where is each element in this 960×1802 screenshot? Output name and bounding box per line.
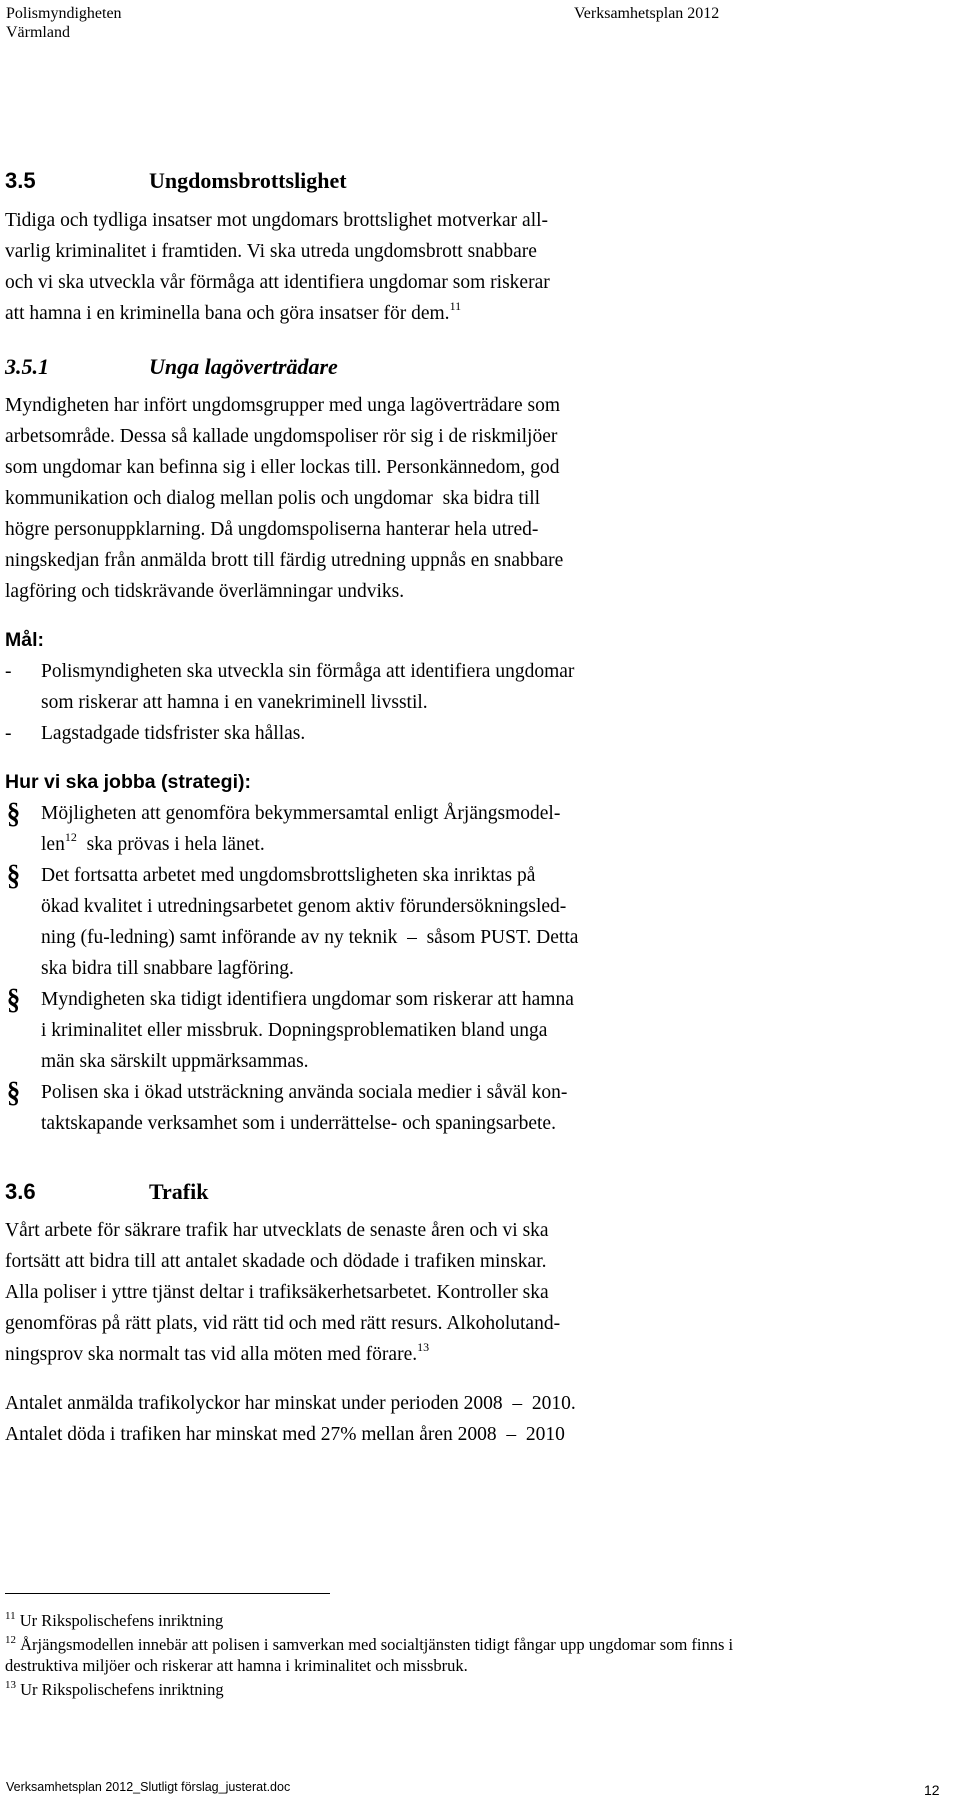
dash-marker: - — [5, 723, 12, 744]
section-3-6-paragraph — [5, 1215, 795, 1370]
footnote-ref-12[interactable]: 12 — [64, 830, 77, 844]
strategy-list — [5, 798, 795, 1139]
text-line: fortsätt att bidra till att antalet skadade och dödade i trafiken minskar. — [5, 1251, 547, 1272]
text-line-content: ningsprov ska normalt tas vid alla möten med förare. — [5, 1344, 418, 1365]
text-line — [41, 829, 560, 860]
strategy-label: Hur vi ska jobba (strategi): — [5, 771, 251, 793]
traffic-stats — [5, 1388, 795, 1450]
text-line: Vårt arbete för säkrare trafik har utvecklats de senaste åren och vi ska — [5, 1220, 549, 1241]
list-item — [5, 984, 795, 1077]
footnote-separator — [5, 1593, 330, 1594]
list-item — [5, 1077, 795, 1139]
text-line: ska bidra till snabbare lagföring. — [41, 958, 294, 979]
footnote-text: Ur Rikspolischefens inriktning — [15, 1611, 224, 1630]
text-line: som riskerar att hamna i en vanekriminell livsstil. — [41, 692, 428, 713]
list-item-text — [41, 984, 574, 1077]
section-3-5-1-paragraph — [5, 390, 795, 607]
stat-line: Antalet anmälda trafikolyckor har minskat under perioden 2008 – 2010. — [5, 1393, 576, 1414]
text-line: arbetsområde. Dessa så kallade ungdomspoliser rör sig i de riskmiljöer — [5, 426, 558, 447]
footnote-ref-13[interactable]: 13 — [417, 1340, 430, 1354]
footnote-11 — [5, 1610, 795, 1631]
text-fragment: len — [41, 834, 65, 855]
list-item — [5, 860, 795, 984]
section-sign-bullet-icon: § — [6, 1076, 21, 1109]
section-number: 3.6 — [5, 1179, 36, 1204]
text-line — [5, 1339, 795, 1370]
footnote-number: 13 — [5, 1679, 16, 1691]
list-item — [5, 656, 795, 718]
text-line: och vi ska utveckla vår förmåga att identifiera ungdomar som riskerar — [5, 272, 550, 293]
section-sign-bullet-icon: § — [6, 983, 21, 1016]
section-sign-bullet-icon: § — [6, 797, 21, 830]
page-content — [5, 168, 795, 1450]
footnotes — [5, 1610, 795, 1703]
text-line: Möjligheten att genomföra bekymmersamtal enligt Årjängsmodel- — [41, 803, 561, 824]
section-number: 3.5.1 — [5, 354, 49, 379]
section-3-6-heading — [5, 1179, 795, 1205]
text-line: Tidiga och tydliga insatser mot ungdomars brottslighet motverkar all- — [5, 210, 549, 231]
list-item-text — [41, 798, 560, 860]
page-footer — [6, 1780, 954, 1800]
footnote-text: Ur Rikspolischefens inriktning — [16, 1680, 224, 1699]
section-sign-bullet-icon: § — [6, 859, 21, 892]
text-line: Det fortsatta arbetet med ungdomsbrottsligheten ska inriktas på — [41, 865, 536, 886]
footnote-number: 12 — [5, 1634, 16, 1646]
text-line: i kriminalitet eller missbruk. Dopningsproblematiken bland unga — [41, 1020, 548, 1041]
text-line: Polisen ska i ökad utsträckning använda sociala medier i såväl kon- — [41, 1082, 568, 1103]
header-org: Polismyndigheten — [6, 5, 122, 22]
footnote-12 — [5, 1634, 795, 1676]
list-item — [5, 718, 795, 749]
section-number: 3.5 — [5, 168, 36, 193]
footnote-number: 11 — [5, 1610, 16, 1622]
text-line: Myndigheten ska tidigt identifiera ungdomar som riskerar att hamna — [41, 989, 574, 1010]
text-line: ning (fu-ledning) samt införande av ny teknik – såsom PUST. Detta — [41, 927, 579, 948]
text-line: kommunikation och dialog mellan polis och ungdomar ska bidra till — [5, 488, 541, 509]
list-item-text — [41, 860, 578, 984]
text-line — [5, 298, 795, 329]
text-line: Polismyndigheten ska utveckla sin förmåga att identifiera ungdomar — [41, 661, 575, 682]
section-3-5-paragraph — [5, 205, 795, 329]
text-line: ökad kvalitet i utredningsarbetet genom aktiv förundersökningsled- — [41, 896, 567, 917]
footnote-13 — [5, 1679, 795, 1700]
header-doc-title: Verksamhetsplan 2012 — [574, 5, 720, 22]
list-item-text: Lagstadgade tidsfrister ska hållas. — [41, 723, 306, 744]
text-line: högre personuppklarning. Då ungdomspoliserna hanterar hela utred- — [5, 519, 539, 540]
goals-label: Mål: — [5, 629, 44, 651]
section-title: Trafik — [149, 1179, 209, 1204]
text-line: ningskedjan från anmälda brott till färdig utredning uppnås en snabbare — [5, 550, 564, 571]
section-title: Ungdomsbrottslighet — [149, 168, 347, 193]
footer-filename: Verksamhetsplan 2012_Slutligt förslag_justerat.doc — [6, 1780, 291, 1794]
stat-line: Antalet döda i trafiken har minskat med 27% mellan åren 2008 – 2010 — [5, 1424, 565, 1445]
header-region: Värmland — [6, 24, 70, 41]
text-line-content: att hamna i en kriminella bana och göra insatser för dem. — [5, 303, 450, 324]
text-line: Alla poliser i yttre tjänst deltar i trafiksäkerhetsarbetet. Kontroller ska — [5, 1282, 549, 1303]
dash-marker: - — [5, 661, 12, 682]
text-line: taktskapande verksamhet som i underrättelse- och spaningsarbete. — [41, 1113, 556, 1134]
list-item-text — [41, 1077, 567, 1139]
text-line: män ska särskilt uppmärksammas. — [41, 1051, 309, 1072]
text-line: Myndigheten har infört ungdomsgrupper med unga lagöverträdare som — [5, 395, 561, 416]
text-line: varlig kriminalitet i framtiden. Vi ska utreda ungdomsbrott snabbare — [5, 241, 537, 262]
text-line: genomföras på rätt plats, vid rätt tid och med rätt resurs. Alkoholutand- — [5, 1313, 561, 1334]
header-left — [6, 4, 122, 42]
goals-list — [5, 656, 795, 749]
footnote-ref-11[interactable]: 11 — [449, 299, 462, 313]
section-3-5-heading — [5, 168, 795, 194]
section-3-5-1-heading — [5, 354, 795, 380]
list-item-text — [41, 656, 574, 718]
page-number: 12 — [924, 1782, 940, 1798]
text-line: som ungdomar kan befinna sig i eller lockas till. Personkännedom, god — [5, 457, 560, 478]
text-line: lagföring och tidskrävande överlämningar undviks. — [5, 581, 405, 602]
page-header — [6, 4, 954, 44]
footnote-text: Årjängsmodellen innebär att polisen i samverkan med socialtjänsten tidigt fångar upp ungdomar som finns i destruktiva miljöer och riskerar att hamna i kriminalitet och missbruk. — [5, 1635, 734, 1675]
text-fragment: ska prövas i hela länet. — [76, 834, 265, 855]
section-title: Unga lagöverträdare — [149, 354, 338, 379]
list-item — [5, 798, 795, 860]
